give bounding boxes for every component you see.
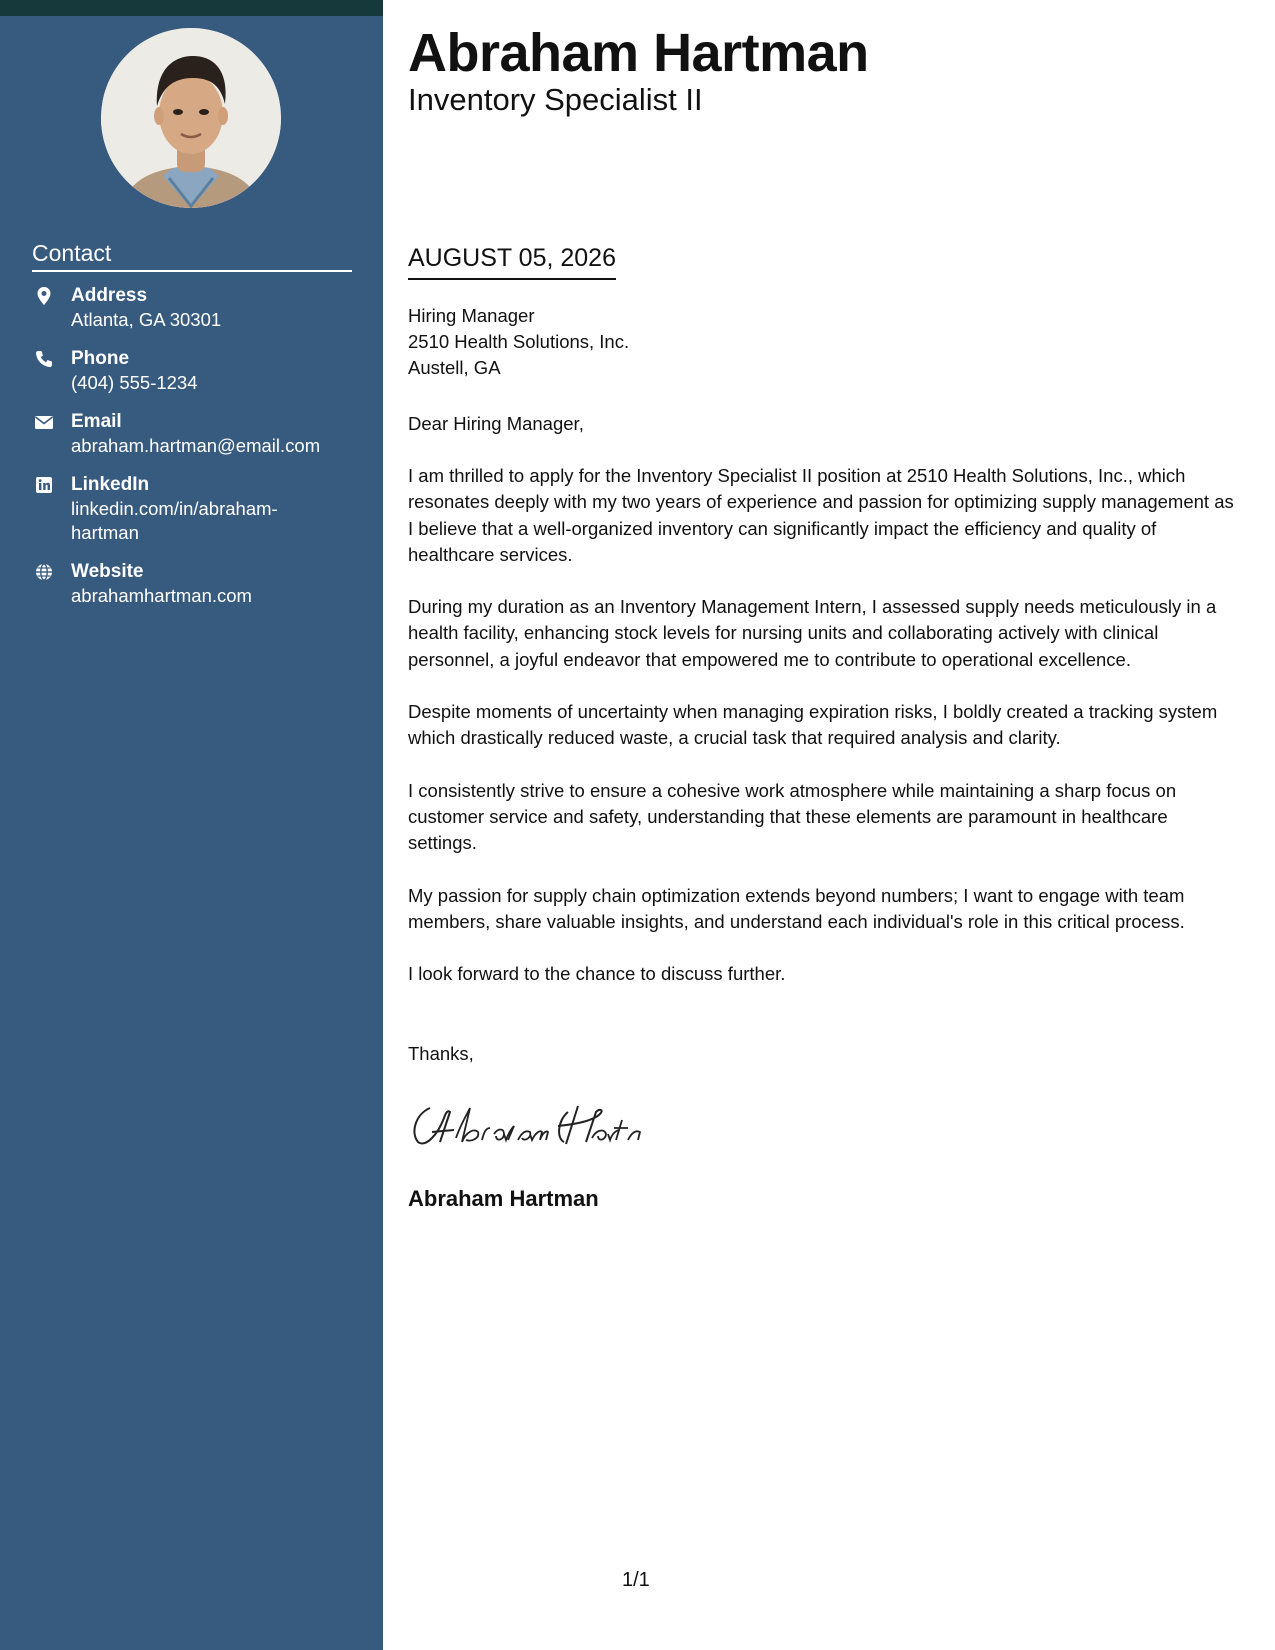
website-value[interactable]: abrahamhartman.com [71,585,252,606]
contact-label: Website [71,561,144,582]
applicant-name: Abraham Hartman [408,23,869,83]
email-value[interactable]: abraham.hartman@email.com [71,435,321,456]
location-pin-icon [34,286,54,306]
paragraph: I am thrilled to apply for the Inventory Specialist II position at 2510 Health Solutions, Inc., which resonates deeply with my two years of experience and passion for optimizing supply management as I believe that a well-organized inventory can significantly impact the efficiency and quality of healthcare services. [408,465,1234,565]
contact-item-email [32,410,362,458]
salutation: Dear Hiring Manager, [408,413,584,434]
phone-icon [34,349,54,369]
profile-photo [101,28,281,208]
contact-heading: Contact [32,240,352,272]
contact-list [32,284,362,623]
address-value: Atlanta, GA 30301 [71,309,222,330]
contact-label: Address [71,285,148,306]
letter-date: AUGUST 05, 2026 [408,244,616,280]
sidebar [0,0,383,1650]
signer-name: Abraham Hartman [408,1186,599,1211]
recipient-line: 2510 Health Solutions, Inc. [408,331,630,352]
paragraph: Despite moments of uncertainty when managing expiration risks, I boldly created a tracking system which drastically reduced waste, a crucial task that required analysis and clarity. [408,701,1218,749]
contact-item-website [32,560,362,608]
paragraph: I consistently strive to ensure a cohesive work atmosphere while maintaining a sharp focus on customer service and safety, understanding that these elements are paramount in healthcare settings. [408,779,1177,854]
linkedin-icon [34,475,54,495]
recipient-block [408,303,629,381]
contact-label: LinkedIn [71,474,150,495]
page-number: 1/1 [622,1569,650,1591]
paragraph: My passion for supply chain optimization extends beyond numbers; I want to engage with team members, share valuable insights, and understand each individual's role in this critical process. [408,884,1185,932]
job-title: Inventory Specialist II [408,82,703,117]
contact-item-linkedin [32,473,362,545]
sidebar-top-bar [0,0,383,16]
contact-item-address [32,284,362,332]
contact-label: Email [71,411,122,432]
paragraph: I look forward to the chance to discuss further. [408,963,786,985]
recipient-line: Hiring Manager [408,305,535,326]
globe-icon [34,562,54,582]
closing: Thanks, [408,1043,474,1064]
linkedin-value[interactable]: linkedin.com/in/abraham-hartman [71,498,278,543]
letter-paragraphs [408,463,1238,1013]
contact-label: Phone [71,348,130,369]
contact-item-phone [32,347,362,395]
paragraph: During my duration as an Inventory Management Intern, I assessed supply needs meticulously in a health facility, enhancing stock levels for nursing units and collaborating actively with clinical personnel, a joyful endeavor that empowered me to contribute to operational excellence. [408,596,1217,670]
recipient-line: Austell, GA [408,357,501,378]
handwritten-signature [408,1098,678,1150]
phone-value: (404) 555-1234 [71,372,198,393]
envelope-icon [34,412,54,432]
